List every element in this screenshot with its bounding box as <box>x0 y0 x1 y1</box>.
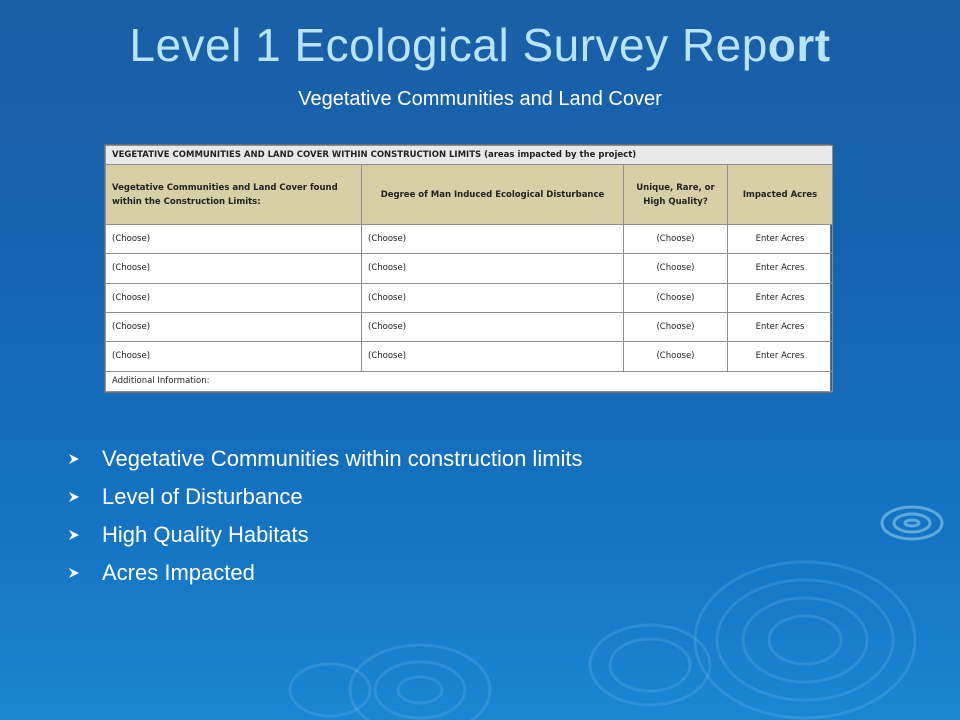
community-select[interactable]: (Choose) <box>106 342 362 371</box>
form-title-row <box>106 146 833 165</box>
slide-title <box>0 18 960 72</box>
column-header-community: Vegetative Communities and Land Cover found within the Construction Limits: <box>106 165 362 225</box>
bullet-item <box>68 478 583 516</box>
slide-title-emphasis: ort <box>767 19 831 71</box>
quality-select[interactable]: (Choose) <box>624 224 728 253</box>
table-row <box>106 283 833 312</box>
arrow-bullet-icon <box>68 567 102 579</box>
community-select[interactable]: (Choose) <box>106 312 362 341</box>
form-title-text: VEGETATIVE COMMUNITIES AND LAND COVER WITHIN CONSTRUCTION LIMITS <box>112 150 482 161</box>
column-header-quality: Unique, Rare, or High Quality? <box>624 165 728 225</box>
community-select[interactable]: (Choose) <box>106 224 362 253</box>
community-select[interactable]: (Choose) <box>106 283 362 312</box>
column-header-acres: Impacted Acres <box>728 165 833 225</box>
community-select[interactable]: (Choose) <box>106 254 362 283</box>
bullet-list <box>68 440 583 592</box>
quality-select[interactable]: (Choose) <box>624 342 728 371</box>
bullet-text: High Quality Habitats <box>102 522 309 547</box>
table-row <box>106 224 833 253</box>
quality-select[interactable]: (Choose) <box>624 254 728 283</box>
bullet-item <box>68 440 583 478</box>
acres-input[interactable]: Enter Acres <box>728 224 833 253</box>
table-row <box>106 312 833 341</box>
quality-select[interactable]: (Choose) <box>624 312 728 341</box>
disturbance-select[interactable]: (Choose) <box>362 224 624 253</box>
slide-title-main: Level 1 Ecological Survey Rep <box>129 19 768 71</box>
table-row <box>106 254 833 283</box>
acres-input[interactable]: Enter Acres <box>728 254 833 283</box>
disturbance-select[interactable]: (Choose) <box>362 312 624 341</box>
disturbance-select[interactable]: (Choose) <box>362 254 624 283</box>
bullet-text: Acres Impacted <box>102 560 255 585</box>
column-header-disturbance: Degree of Man Induced Ecological Disturbance <box>362 165 624 225</box>
column-header-row <box>106 165 833 225</box>
bullet-text: Level of Disturbance <box>102 484 303 509</box>
land-cover-table <box>105 145 833 392</box>
acres-input[interactable]: Enter Acres <box>728 312 833 341</box>
additional-info-row <box>106 371 833 391</box>
arrow-bullet-icon <box>68 491 102 503</box>
slide-subtitle: Vegetative Communities and Land Cover <box>298 88 662 110</box>
arrow-bullet-icon <box>68 529 102 541</box>
quality-select[interactable]: (Choose) <box>624 283 728 312</box>
additional-info-field[interactable]: Additional Information: <box>106 371 833 391</box>
bullet-text: Vegetative Communities within construction limits <box>102 446 583 471</box>
vegetative-communities-form <box>104 144 831 393</box>
disturbance-select[interactable]: (Choose) <box>362 342 624 371</box>
arrow-bullet-icon <box>68 453 102 465</box>
acres-input[interactable]: Enter Acres <box>728 342 833 371</box>
disturbance-select[interactable]: (Choose) <box>362 283 624 312</box>
form-title <box>106 146 833 165</box>
form-title-note: (areas impacted by the project) <box>484 150 637 161</box>
acres-input[interactable]: Enter Acres <box>728 283 833 312</box>
bullet-item <box>68 516 583 554</box>
bullet-item <box>68 554 583 592</box>
table-row <box>106 342 833 371</box>
